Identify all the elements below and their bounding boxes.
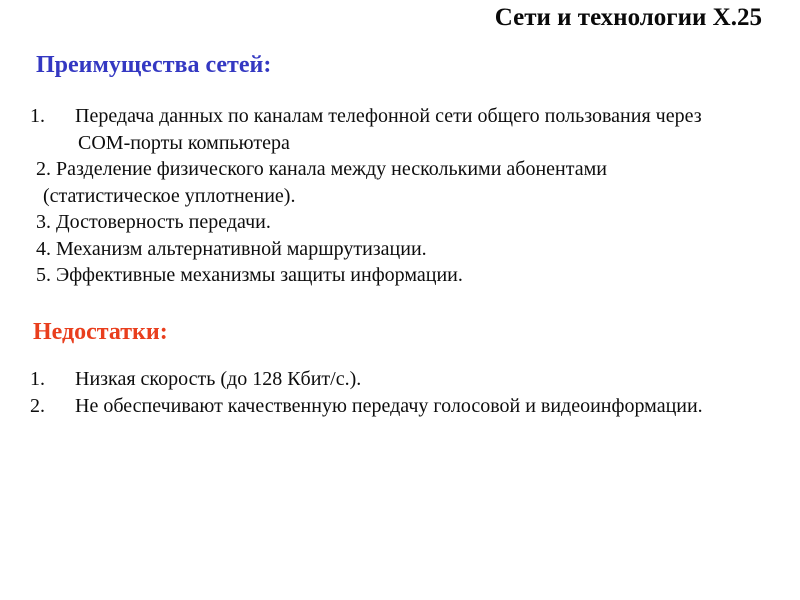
advantages-item-4: 4. Механизм альтернативной маршрутизации. [36,237,427,260]
slide-title: Сети и технологии Х.25 [494,4,762,31]
advantages-item-2-line-2: (статистическое уплотнение). [43,184,296,207]
disadvantages-item-1-number: 1. [30,368,45,390]
advantages-item-1-number: 1. [30,105,45,127]
advantages-item-5: 5. Эффективные механизмы защиты информации. [36,264,463,286]
disadvantages-heading: Недостатки: [33,319,168,345]
advantages-list [0,103,800,289]
disadvantages-list [0,366,800,420]
disadvantages-item-2 [0,393,800,420]
disadvantages-item-2-text: Не обеспечивают качественную передачу голосовой и видеоинформации. [75,395,703,417]
disadvantages-item-1 [0,366,800,393]
advantages-item-3: 3. Достоверность передачи. [36,211,271,233]
disadvantages-item-2-number: 2. [30,395,45,417]
advantages-item-1-line-2: СОМ-порты компьютера [78,131,290,154]
advantages-item-2-line-1: 2. Разделение физического канала между несколькими абонентами [36,158,607,180]
disadvantages-item-1-text: Низкая скорость (до 128 Кбит/с.). [75,368,362,390]
advantages-item-1-text: Передача данных по каналам телефонной сети общего пользования через [75,105,702,127]
advantages-heading: Преимущества сетей: [36,52,272,78]
advantages-item-1-line-1 [0,103,800,130]
